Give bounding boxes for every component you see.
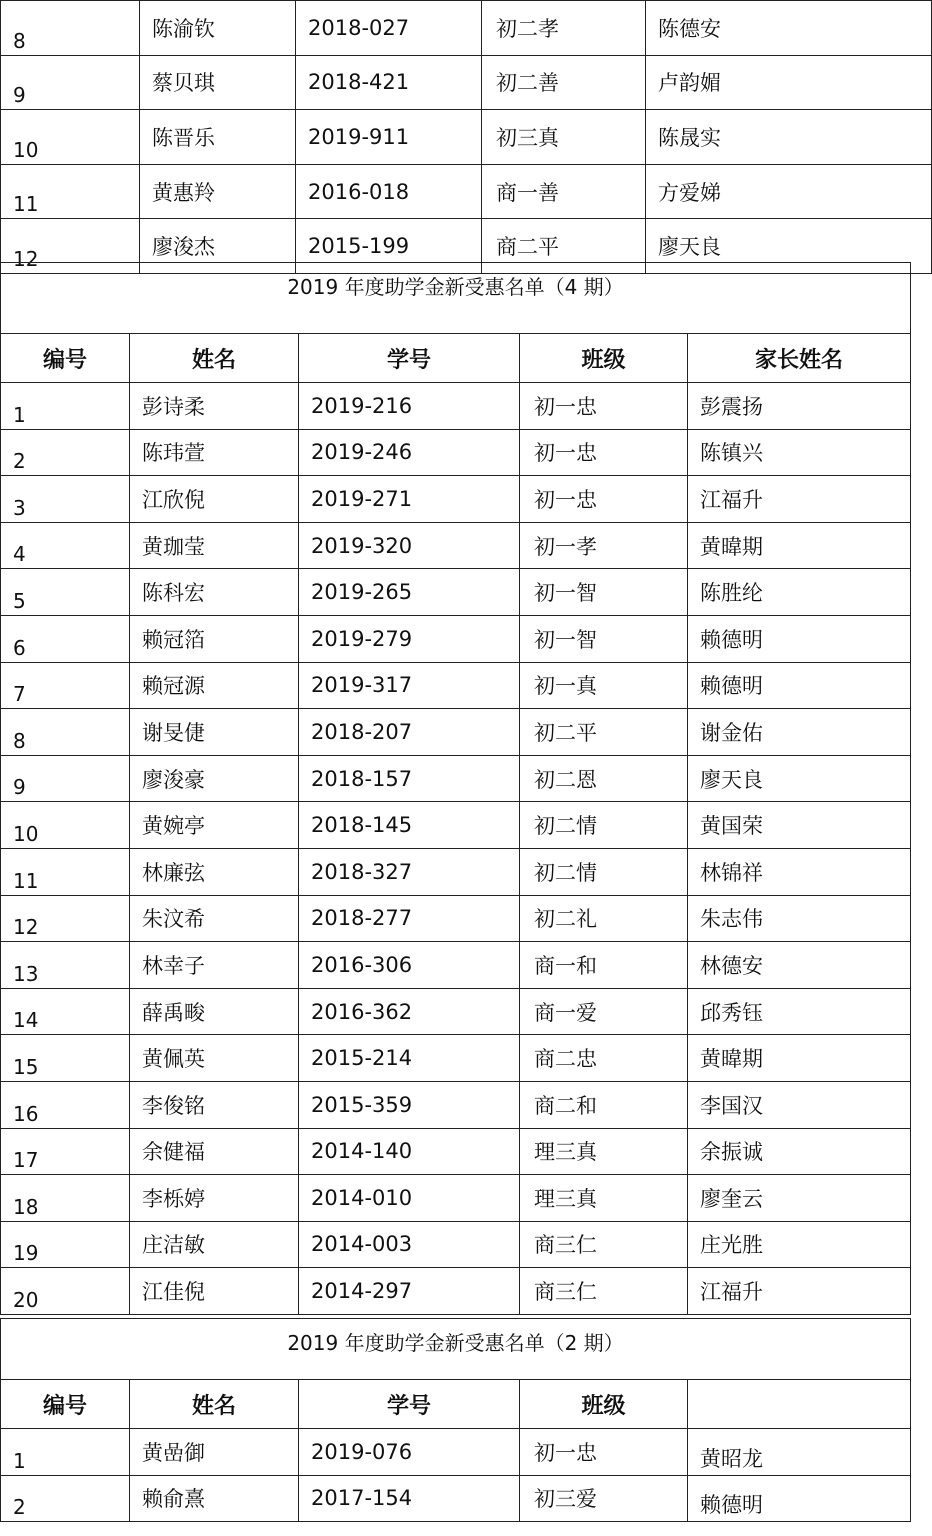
table-row xyxy=(1,662,911,709)
cell-id: 2019-076 xyxy=(299,1429,520,1476)
cell-id: 2016-018 xyxy=(296,164,482,219)
cell-name: 彭诗柔 xyxy=(130,383,299,430)
cell-class: 初一孝 xyxy=(520,522,688,569)
cell-no: 12 xyxy=(1,895,130,942)
cell-name: 赖冠源 xyxy=(130,662,299,709)
table-2-body xyxy=(1,1429,911,1522)
table-continued xyxy=(0,0,932,274)
cell-name: 赖俞熹 xyxy=(130,1475,299,1522)
header-id: 学号 xyxy=(299,334,520,383)
cell-id: 2019-911 xyxy=(296,110,482,165)
header-name: 姓名 xyxy=(130,1380,299,1429)
cell-id: 2014-003 xyxy=(299,1221,520,1268)
cell-name: 林幸子 xyxy=(130,942,299,989)
cell-name: 黄佩英 xyxy=(130,1035,299,1082)
cell-parent: 余振诚 xyxy=(688,1128,911,1175)
cell-parent: 陈德安 xyxy=(646,1,932,56)
cell-no: 17 xyxy=(1,1128,130,1175)
cell-no: 9 xyxy=(1,55,140,110)
cell-name: 廖浚杰 xyxy=(140,219,296,274)
cell-class: 初三爱 xyxy=(520,1475,688,1522)
cell-class: 初二善 xyxy=(482,55,646,110)
table-row xyxy=(1,615,911,662)
cell-parent: 赖德明 xyxy=(688,662,911,709)
table-row xyxy=(1,1221,911,1268)
table-row xyxy=(1,1175,911,1222)
table-row xyxy=(1,848,911,895)
cell-parent: 廖天良 xyxy=(688,755,911,802)
table-4-header-row xyxy=(1,334,911,383)
cell-parent: 邱秀钰 xyxy=(688,988,911,1035)
cell-class: 商三仁 xyxy=(520,1268,688,1315)
cell-parent: 江福升 xyxy=(688,476,911,523)
cell-id: 2016-362 xyxy=(299,988,520,1035)
cell-id: 2014-140 xyxy=(299,1128,520,1175)
header-name: 姓名 xyxy=(130,334,299,383)
cell-no: 7 xyxy=(1,662,130,709)
header-id: 学号 xyxy=(299,1380,520,1429)
cell-class: 初二情 xyxy=(520,848,688,895)
cell-name: 江欣倪 xyxy=(130,476,299,523)
cell-id: 2019-320 xyxy=(299,522,520,569)
table-4-title-row xyxy=(1,263,911,334)
cell-name: 廖浚豪 xyxy=(130,755,299,802)
cell-name: 江佳倪 xyxy=(130,1268,299,1315)
cell-name: 林廉弦 xyxy=(130,848,299,895)
table-row xyxy=(1,1128,911,1175)
cell-parent: 黄暐期 xyxy=(688,522,911,569)
cell-class: 初一智 xyxy=(520,615,688,662)
cell-class: 理三真 xyxy=(520,1128,688,1175)
cell-no: 10 xyxy=(1,110,140,165)
cell-no: 15 xyxy=(1,1035,130,1082)
cell-id: 2019-317 xyxy=(299,662,520,709)
cell-parent: 黄国荣 xyxy=(688,802,911,849)
cell-id: 2018-157 xyxy=(299,755,520,802)
table-2-title-row xyxy=(1,1319,911,1380)
header-no: 编号 xyxy=(1,334,130,383)
table-row xyxy=(1,942,911,989)
table-row xyxy=(1,522,911,569)
cell-parent: 林德安 xyxy=(688,942,911,989)
cell-parent: 朱志伟 xyxy=(688,895,911,942)
table-row xyxy=(1,755,911,802)
header-parent: 家长姓名 xyxy=(688,334,911,383)
header-class: 班级 xyxy=(520,1380,688,1429)
cell-name: 朱汶希 xyxy=(130,895,299,942)
table-row xyxy=(1,476,911,523)
table-row xyxy=(1,429,911,476)
cell-name: 黄婉亭 xyxy=(130,802,299,849)
cell-parent: 陈镇兴 xyxy=(688,429,911,476)
cell-name: 余健福 xyxy=(130,1128,299,1175)
header-no: 编号 xyxy=(1,1380,130,1429)
table-row xyxy=(1,110,932,165)
cell-name: 李俊铭 xyxy=(130,1081,299,1128)
cell-id: 2015-359 xyxy=(299,1081,520,1128)
cell-name: 陈科宏 xyxy=(130,569,299,616)
cell-parent: 李国汉 xyxy=(688,1081,911,1128)
cell-id: 2018-327 xyxy=(299,848,520,895)
cell-class: 商三仁 xyxy=(520,1221,688,1268)
table-2-period xyxy=(0,1318,911,1522)
cell-no: 18 xyxy=(1,1175,130,1222)
cell-no: 6 xyxy=(1,615,130,662)
cell-class: 初二平 xyxy=(520,709,688,756)
table-4-period xyxy=(0,262,911,1315)
table-4-title: 2019 年度助学金新受惠名单（4 期） xyxy=(1,263,911,334)
cell-name: 陈渝钦 xyxy=(140,1,296,56)
table-row xyxy=(1,1035,911,1082)
header-parent xyxy=(688,1380,911,1429)
table-row xyxy=(1,164,932,219)
table-4-body xyxy=(1,383,911,1315)
cell-name: 谢旻倢 xyxy=(130,709,299,756)
cell-id: 2018-145 xyxy=(299,802,520,849)
cell-no: 2 xyxy=(1,1475,130,1522)
cell-class: 初一忠 xyxy=(520,383,688,430)
cell-parent: 谢金佑 xyxy=(688,709,911,756)
cell-name: 陈晋乐 xyxy=(140,110,296,165)
cell-parent: 庄光胜 xyxy=(688,1221,911,1268)
cell-no: 11 xyxy=(1,848,130,895)
table-2-title: 2019 年度助学金新受惠名单（2 期） xyxy=(1,1319,911,1380)
cell-name: 陈玮萱 xyxy=(130,429,299,476)
cell-no: 9 xyxy=(1,755,130,802)
cell-id: 2016-306 xyxy=(299,942,520,989)
cell-name: 李栎婷 xyxy=(130,1175,299,1222)
header-class: 班级 xyxy=(520,334,688,383)
table-row xyxy=(1,55,932,110)
table-row xyxy=(1,1475,911,1522)
cell-class: 初一真 xyxy=(520,662,688,709)
cell-no: 13 xyxy=(1,942,130,989)
cell-parent: 黄昭龙 xyxy=(688,1429,911,1476)
table-2-header-row xyxy=(1,1380,911,1429)
cell-parent: 彭震扬 xyxy=(688,383,911,430)
table-row xyxy=(1,1268,911,1315)
cell-class: 初二恩 xyxy=(520,755,688,802)
cell-no: 1 xyxy=(1,1429,130,1476)
table-row xyxy=(1,895,911,942)
cell-id: 2014-297 xyxy=(299,1268,520,1315)
cell-class: 商一善 xyxy=(482,164,646,219)
cell-no: 8 xyxy=(1,709,130,756)
cell-parent: 陈晟实 xyxy=(646,110,932,165)
cell-no: 8 xyxy=(1,1,140,56)
cell-parent: 陈胜纶 xyxy=(688,569,911,616)
cell-id: 2014-010 xyxy=(299,1175,520,1222)
cell-parent: 赖德明 xyxy=(688,1475,911,1522)
cell-no: 2 xyxy=(1,429,130,476)
cell-class: 商二忠 xyxy=(520,1035,688,1082)
table-row xyxy=(1,383,911,430)
cell-no: 14 xyxy=(1,988,130,1035)
cell-id: 2018-207 xyxy=(299,709,520,756)
cell-class: 初二孝 xyxy=(482,1,646,56)
cell-parent: 黄暐期 xyxy=(688,1035,911,1082)
table-continued-body xyxy=(1,1,932,274)
table-row xyxy=(1,709,911,756)
cell-parent: 赖德明 xyxy=(688,615,911,662)
table-row xyxy=(1,569,911,616)
cell-class: 初一忠 xyxy=(520,1429,688,1476)
cell-class: 理三真 xyxy=(520,1175,688,1222)
cell-id: 2019-265 xyxy=(299,569,520,616)
cell-id: 2019-216 xyxy=(299,383,520,430)
cell-parent: 林锦祥 xyxy=(688,848,911,895)
cell-parent: 廖天良 xyxy=(646,219,932,274)
cell-parent: 方爱娣 xyxy=(646,164,932,219)
table-row xyxy=(1,988,911,1035)
cell-id: 2018-027 xyxy=(296,1,482,56)
cell-no: 5 xyxy=(1,569,130,616)
cell-id: 2018-421 xyxy=(296,55,482,110)
cell-name: 黄嵒御 xyxy=(130,1429,299,1476)
cell-id: 2019-246 xyxy=(299,429,520,476)
cell-parent: 江福升 xyxy=(688,1268,911,1315)
cell-class: 商一和 xyxy=(520,942,688,989)
cell-id: 2015-199 xyxy=(296,219,482,274)
table-row xyxy=(1,1081,911,1128)
cell-no: 3 xyxy=(1,476,130,523)
cell-no: 20 xyxy=(1,1268,130,1315)
cell-id: 2018-277 xyxy=(299,895,520,942)
cell-parent: 廖奎云 xyxy=(688,1175,911,1222)
cell-id: 2015-214 xyxy=(299,1035,520,1082)
cell-name: 蔡贝琪 xyxy=(140,55,296,110)
table-row xyxy=(1,802,911,849)
cell-no: 4 xyxy=(1,522,130,569)
cell-no: 12 xyxy=(1,219,140,274)
cell-id: 2017-154 xyxy=(299,1475,520,1522)
cell-class: 初一智 xyxy=(520,569,688,616)
cell-name: 黄惠羚 xyxy=(140,164,296,219)
cell-no: 10 xyxy=(1,802,130,849)
cell-class: 初一忠 xyxy=(520,476,688,523)
cell-name: 黄珈莹 xyxy=(130,522,299,569)
cell-name: 薛禹畯 xyxy=(130,988,299,1035)
table-row xyxy=(1,1,932,56)
table-row xyxy=(1,1429,911,1476)
cell-no: 16 xyxy=(1,1081,130,1128)
cell-no: 1 xyxy=(1,383,130,430)
cell-class: 初三真 xyxy=(482,110,646,165)
cell-name: 庄洁敏 xyxy=(130,1221,299,1268)
cell-id: 2019-271 xyxy=(299,476,520,523)
cell-class: 初二礼 xyxy=(520,895,688,942)
cell-class: 商二和 xyxy=(520,1081,688,1128)
cell-class: 初一忠 xyxy=(520,429,688,476)
cell-class: 商一爱 xyxy=(520,988,688,1035)
cell-class: 初二情 xyxy=(520,802,688,849)
cell-id: 2019-279 xyxy=(299,615,520,662)
cell-no: 11 xyxy=(1,164,140,219)
cell-name: 赖冠箔 xyxy=(130,615,299,662)
cell-no: 19 xyxy=(1,1221,130,1268)
cell-class: 商二平 xyxy=(482,219,646,274)
cell-parent: 卢韵媚 xyxy=(646,55,932,110)
